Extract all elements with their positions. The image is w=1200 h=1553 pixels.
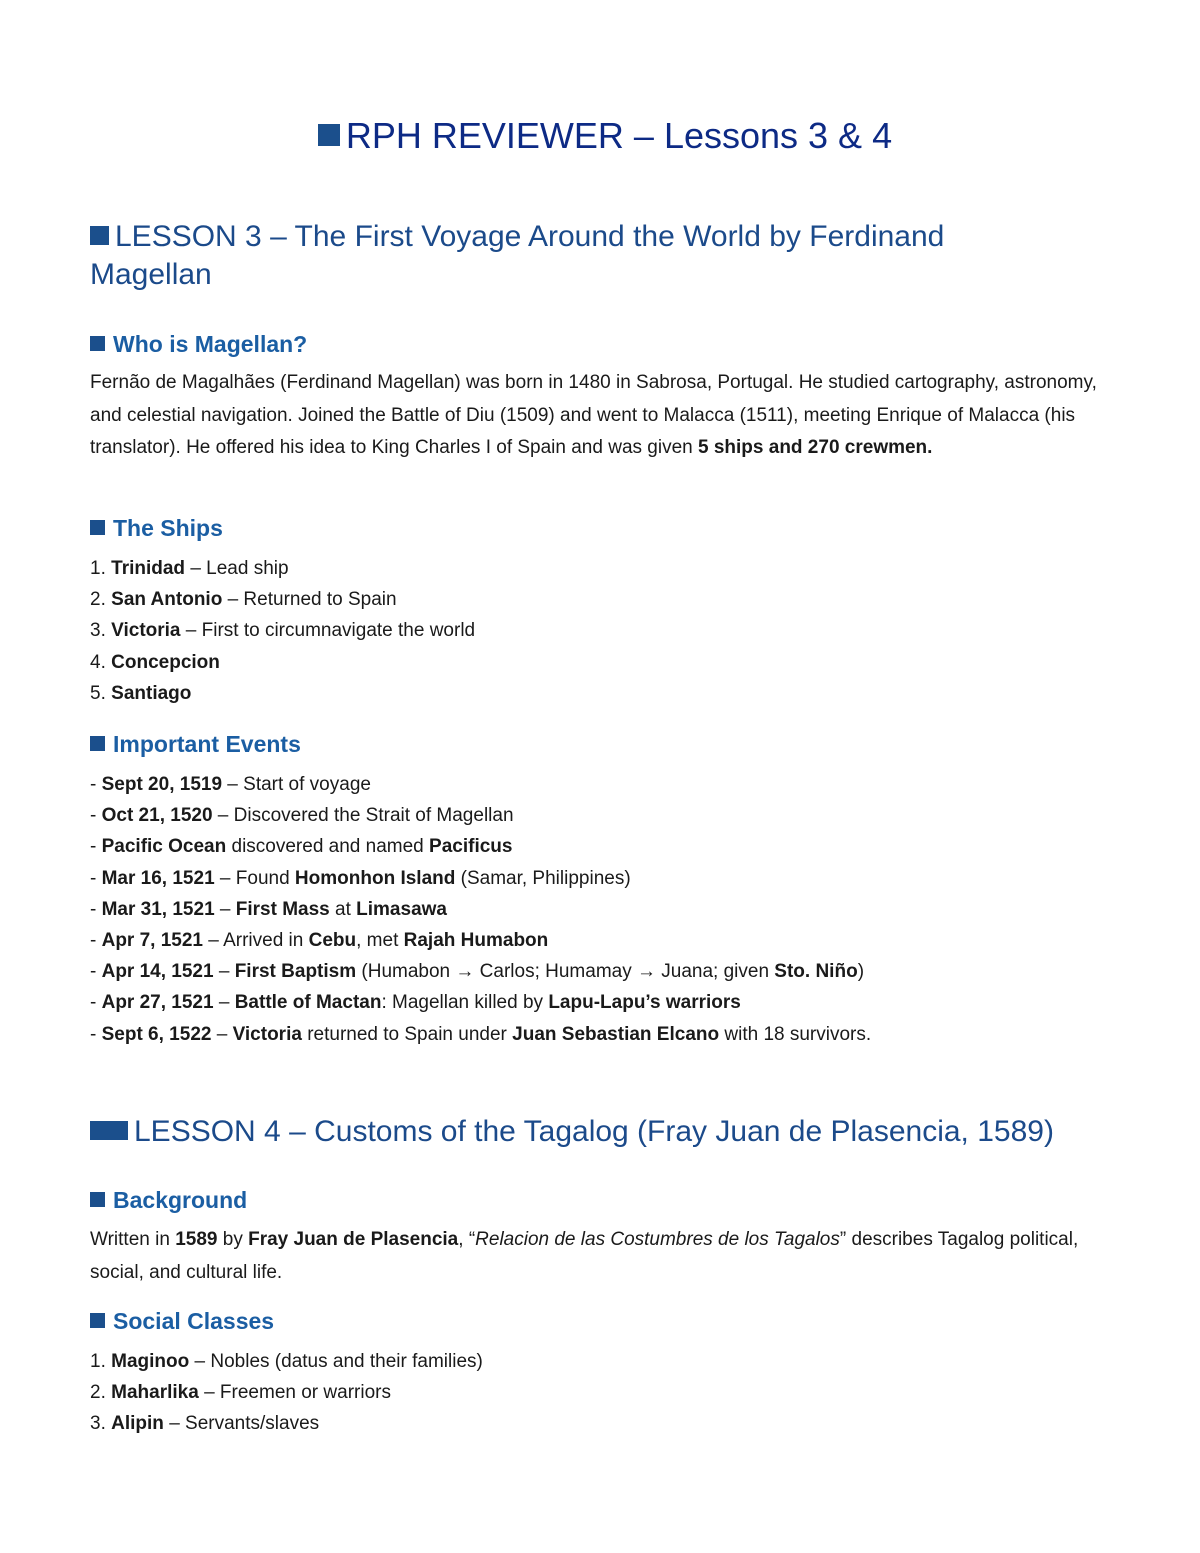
list-item: 2. San Antonio – Returned to Spain	[90, 589, 397, 611]
list-item: - Apr 14, 1521 – First Baptism (Humabon → Carlos; Humamay → Juana; given Sto. Niño)	[90, 961, 865, 983]
square-bullet-icon	[90, 736, 105, 751]
list-item: - Mar 31, 1521 – First Mass at Limasawa	[90, 898, 447, 920]
list-item: 1. Maginoo – Nobles (datus and their families)	[90, 1351, 483, 1372]
important-events-heading: Important Events	[90, 729, 301, 759]
list-item: 2. Maharlika – Freemen or warriors	[90, 1382, 391, 1404]
list-item: - Apr 27, 1521 – Battle of Mactan: Magellan killed by Lapu-Lapu’s warriors	[90, 992, 741, 1014]
square-bullet-icon	[90, 1192, 105, 1207]
list-item: 5. Santiago	[90, 682, 192, 704]
square-bullet-icon	[90, 520, 105, 535]
document-title: RPH REVIEWER – Lessons 3 & 4	[90, 112, 1120, 160]
background-heading: Background	[90, 1185, 247, 1215]
list-item: - Oct 21, 1520 – Discovered the Strait of Magellan	[90, 805, 514, 827]
list-item: - Sept 20, 1519 – Start of voyage	[90, 774, 371, 795]
list-item: - Mar 16, 1521 – Found Homonhon Island (Samar, Philippines)	[90, 867, 631, 889]
events-list	[90, 769, 1115, 1050]
square-bullet-icon	[318, 124, 340, 146]
square-bullet-icon	[109, 1121, 128, 1140]
list-item: - Pacific Ocean discovered and named Pacificus	[90, 836, 513, 858]
ships-heading: The Ships	[90, 513, 223, 543]
who-is-magellan-heading: Who is Magellan?	[90, 329, 307, 359]
square-bullet-icon	[90, 226, 109, 245]
list-item: - Apr 7, 1521 – Arrived in Cebu, met Rajah Humabon	[90, 929, 549, 951]
list-item: - Sept 6, 1522 – Victoria returned to Spain under Juan Sebastian Elcano with 18 survivors.	[90, 1023, 872, 1045]
square-bullet-icon	[90, 1121, 109, 1140]
social-classes-heading: Social Classes	[90, 1306, 274, 1336]
lesson4-heading: LESSON 4 – Customs of the Tagalog (Fray Juan de Plasencia, 1589)	[90, 1113, 1120, 1151]
list-item: 3. Victoria – First to circumnavigate the world	[90, 620, 476, 642]
ships-list	[90, 553, 1115, 709]
square-bullet-icon	[90, 336, 105, 351]
social-classes-list	[90, 1346, 1115, 1440]
background-paragraph: Written in 1589 by Fray Juan de Plasencia, “Relacion de las Costumbres de los Tagalos” describes Tagalog political, social, and cultural life.	[90, 1229, 1079, 1283]
list-item: 4. Concepcion	[90, 651, 220, 673]
who-is-magellan-paragraph: Fernão de Magalhães (Ferdinand Magellan) was born in 1480 in Sabrosa, Portugal. He studied cartography, astronomy, and celestial navigation. Joined the Battle of Diu (1509) and went to Malacca (1511), meeting Enrique of Malacca (his translator). He offered his idea to King Charles I of Spain and was given 5 ships and 270 crewmen.	[90, 372, 1097, 458]
list-item: 3. Alipin – Servants/slaves	[90, 1413, 320, 1435]
square-bullet-icon	[90, 1313, 105, 1328]
lesson3-heading: LESSON 3 – The First Voyage Around the World by Ferdinand Magellan	[90, 220, 945, 291]
list-item: 1. Trinidad – Lead ship	[90, 558, 289, 579]
